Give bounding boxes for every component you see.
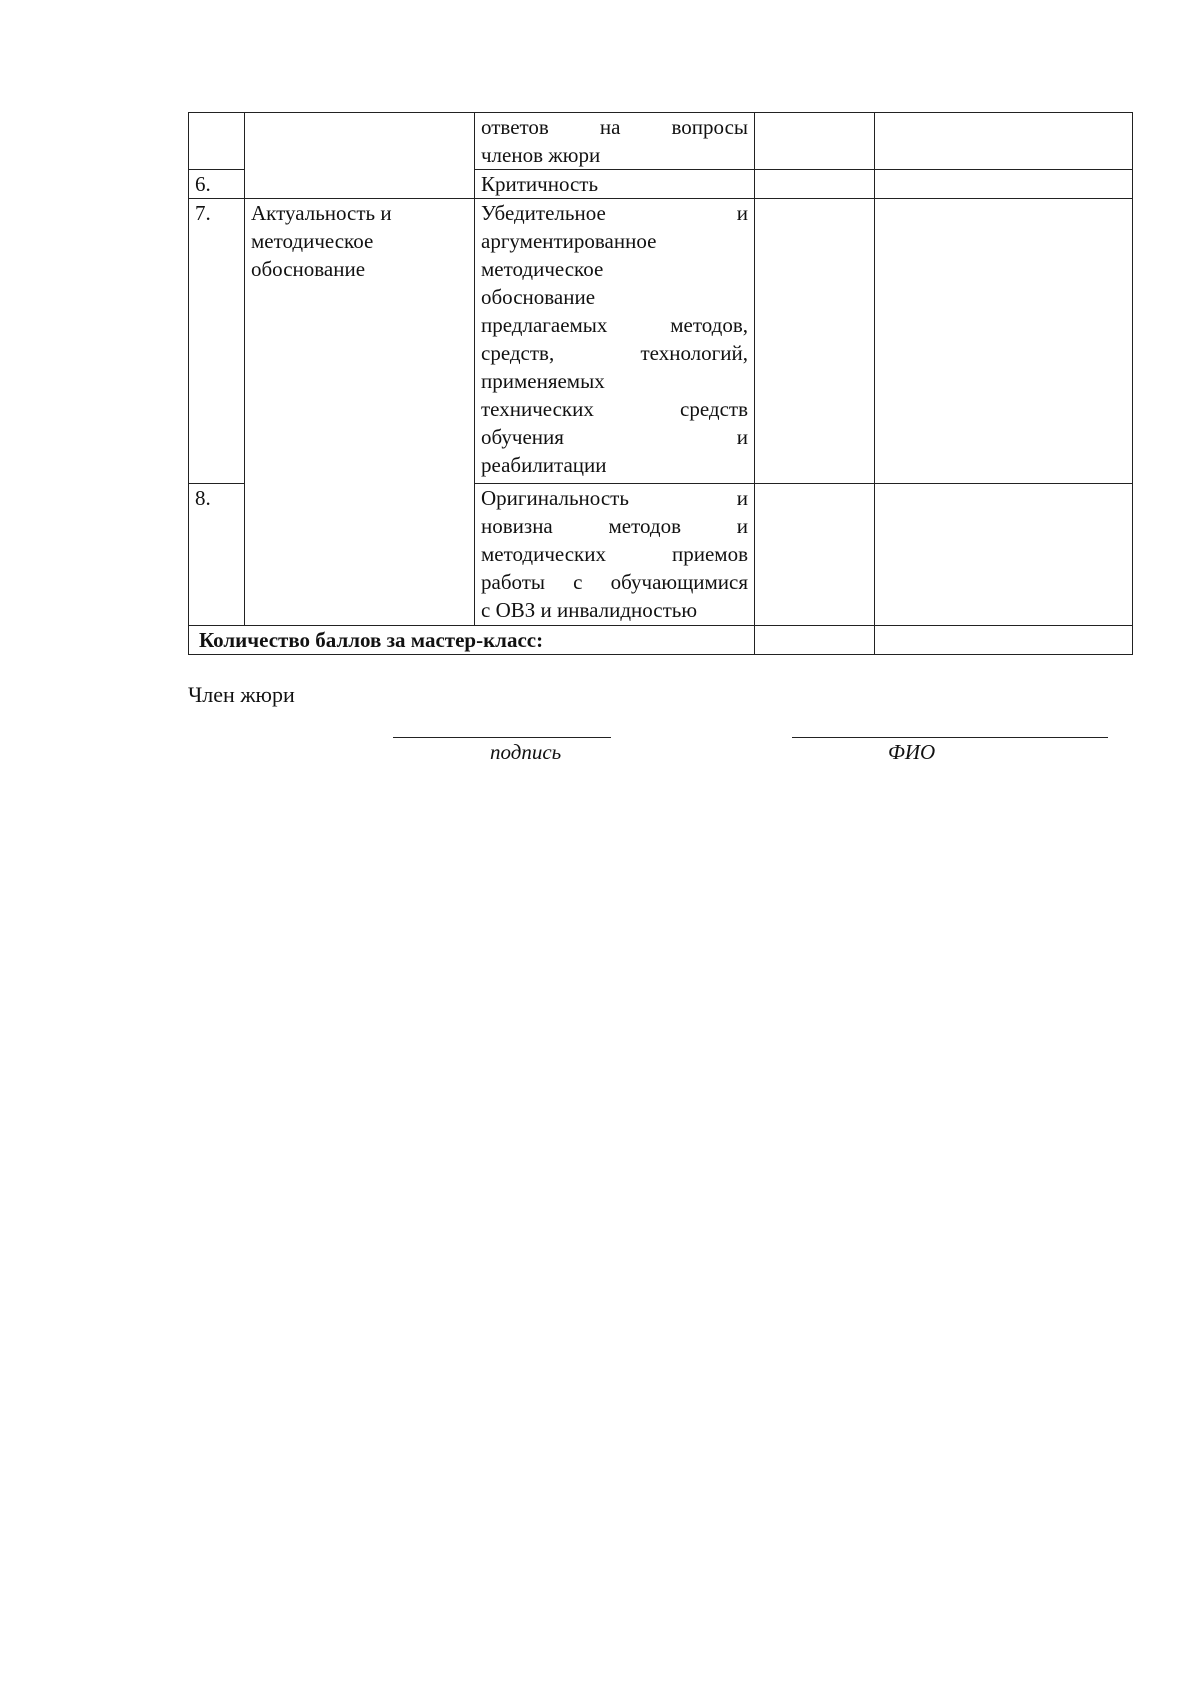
indicator-line: методическое [481, 257, 604, 281]
total-row [189, 626, 1133, 655]
row-number: 7. [189, 199, 245, 484]
indicator-cell [475, 199, 755, 484]
row-number [189, 113, 245, 170]
name-caption: ФИО [888, 740, 936, 764]
name-line[interactable] [792, 737, 1108, 738]
indicator-line: технических средств [481, 397, 748, 421]
indicator-line: аргументированное [481, 229, 657, 253]
criterion-line: методическое [251, 229, 374, 253]
indicator-line: Убедительное и [481, 201, 748, 225]
table-row [189, 113, 1133, 170]
indicator-cell [475, 484, 755, 626]
indicator-line: обоснование [481, 285, 596, 309]
score-cell [755, 484, 875, 626]
evaluation-table [188, 112, 1133, 655]
jury-member-label: Член жюри [188, 682, 295, 707]
total-label: Количество баллов за мастер-класс: [189, 626, 755, 655]
indicator-line: методических приемов [481, 542, 748, 566]
indicator-line: членов жюри [481, 143, 601, 167]
indicator-line: реабилитации [481, 453, 607, 477]
table-row [189, 199, 1133, 484]
indicator-line: с ОВЗ и инвалидностью [481, 598, 698, 622]
indicator-line: средств, технологий, [481, 341, 748, 365]
criterion-cell [245, 199, 475, 626]
criterion-line: обоснование [251, 257, 366, 281]
indicator-line: Критичность [481, 172, 599, 196]
indicator-line: предлагаемых методов, [481, 313, 748, 337]
total-score-cell [755, 626, 875, 655]
total-comment-cell [875, 626, 1133, 655]
comment-cell [875, 484, 1133, 626]
criterion-cell [245, 113, 475, 199]
indicator-cell [475, 113, 755, 170]
indicator-line: Оригинальность и [481, 486, 748, 510]
row-number: 8. [189, 484, 245, 626]
comment-cell [875, 170, 1133, 199]
signature-caption: подпись [490, 740, 562, 764]
row-number: 6. [189, 170, 245, 199]
indicator-cell [475, 170, 755, 199]
indicator-line: обучения и [481, 425, 748, 449]
indicator-line: ответов на вопросы [481, 115, 748, 139]
comment-cell [875, 199, 1133, 484]
signature-line[interactable] [393, 737, 611, 738]
score-cell [755, 113, 875, 170]
indicator-line: новизна методов и [481, 514, 748, 538]
score-cell [755, 199, 875, 484]
indicator-line: применяемых [481, 369, 605, 393]
indicator-line: работы с обучающимися [481, 570, 748, 594]
score-cell [755, 170, 875, 199]
criterion-line: Актуальность и [251, 201, 392, 225]
comment-cell [875, 113, 1133, 170]
